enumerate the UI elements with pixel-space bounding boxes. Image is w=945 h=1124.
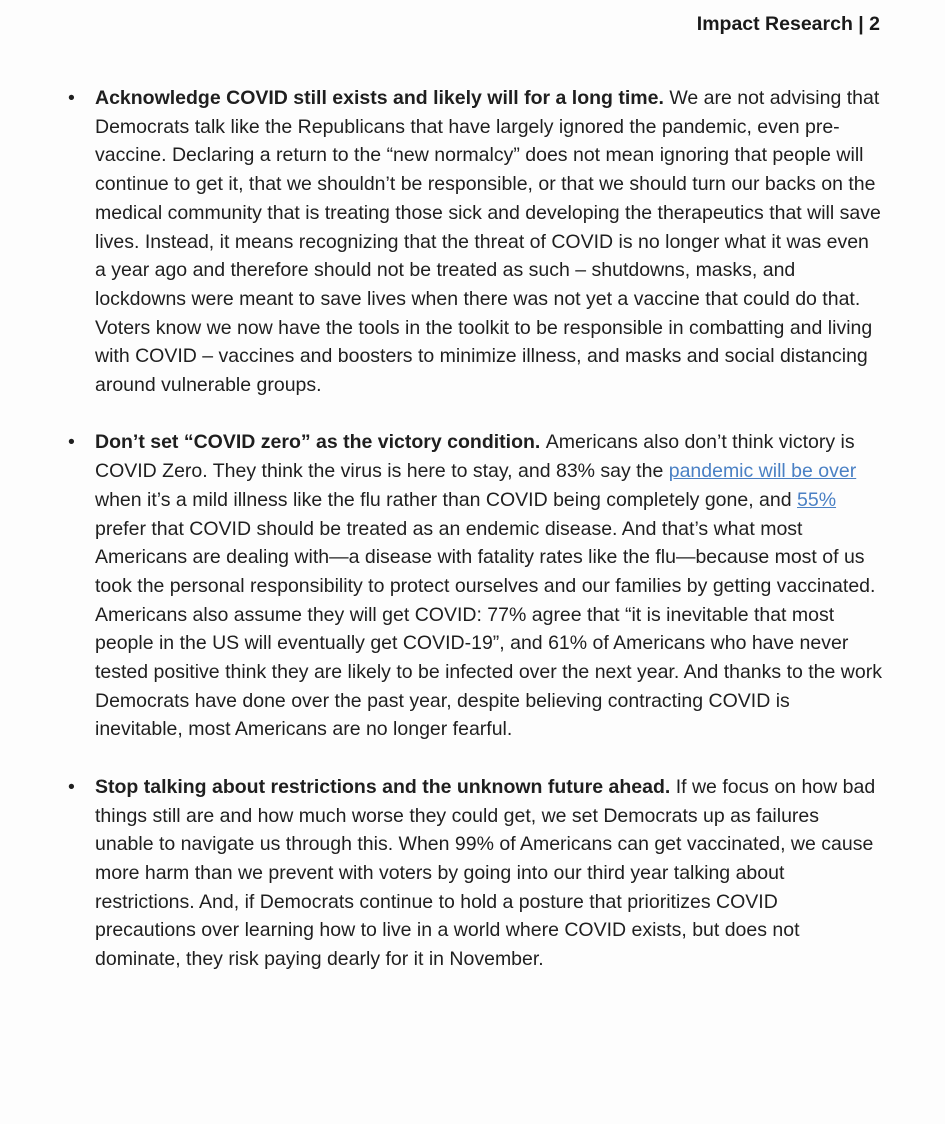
pandemic-will-be-over-link[interactable]: pandemic will be over <box>668 460 857 483</box>
bullet-list <box>65 84 882 974</box>
bullet-item <box>65 773 882 974</box>
bullet-body-text: when it’s a mild illness like the flu rather than COVID being completely gone, and <box>95 488 798 511</box>
bullet-body-text: If we focus on how bad things still are and how much worse they could get, we set Democrats up as failures unable to navigate us through this. When 99% of Americans can get vaccinated, we cause more harm than we prevent with voters by going into our third year talking about restrictions. And, if Democrats continue to hold a posture that prioritizes COVID precautions over learning how to live in a world where COVID exists, but does not dominate, they risk paying dearly for it in November. <box>95 775 876 971</box>
bullet-body-text: We are not advising that Democrats talk like the Republicans that have largely ignored the pandemic, even pre-vaccine. Declaring a return to the “new normalcy” does not mean ignoring that people will continue to get it, that we shouldn’t be responsible, or that we should turn our backs on the medical community that is treating those sick and developing the therapeutics that will save lives. Instead, it means recognizing that the threat of COVID is no longer what it was even a year ago and therefore should not be treated as such – shutdowns, masks, and lockdowns were meant to save lives when there was not yet a vaccine that could do that. Voters know we now have the tools in the toolkit to be responsible in combatting and living with COVID – vaccines and boosters to minimize illness, and masks and social distancing around vulnerable groups. <box>95 87 881 397</box>
bullet-item <box>65 428 882 744</box>
bullet-item <box>65 84 882 400</box>
fifty-five-percent-link[interactable]: 55% <box>797 488 837 511</box>
page-header-title: Impact Research | 2 <box>696 13 880 35</box>
bullet-lead-bold-text: Stop talking about restrictions and the unknown future ahead. <box>95 775 676 798</box>
bullet-lead-bold-text: Acknowledge COVID still exists and likely will for a long time. <box>95 87 670 109</box>
bullet-body-text: prefer that COVID should be treated as an endemic disease. And that’s what most Americans are dealing with—a disease with fatality rates like the flu—because most of us took the personal responsibility to protect ourselves and our families by getting vaccinated. Americans also assume they will get COVID: 77% agree that “it is inevitable that most people in the US will eventually get COVID-19”, and 61% of Americans who have never tested positive think they are likely to be infected over the next year. And thanks to the work Democrats have done over the past year, despite believing contracting COVID is inevitable, most Americans are no longer fearful. <box>95 517 882 741</box>
bullet-lead-bold-text: Don’t set “COVID zero” as the victory condition. <box>95 431 546 454</box>
bullet-body-text: Americans also don’t think victory is COVID Zero. They think the virus is here to stay, and 83% say the <box>95 431 855 483</box>
